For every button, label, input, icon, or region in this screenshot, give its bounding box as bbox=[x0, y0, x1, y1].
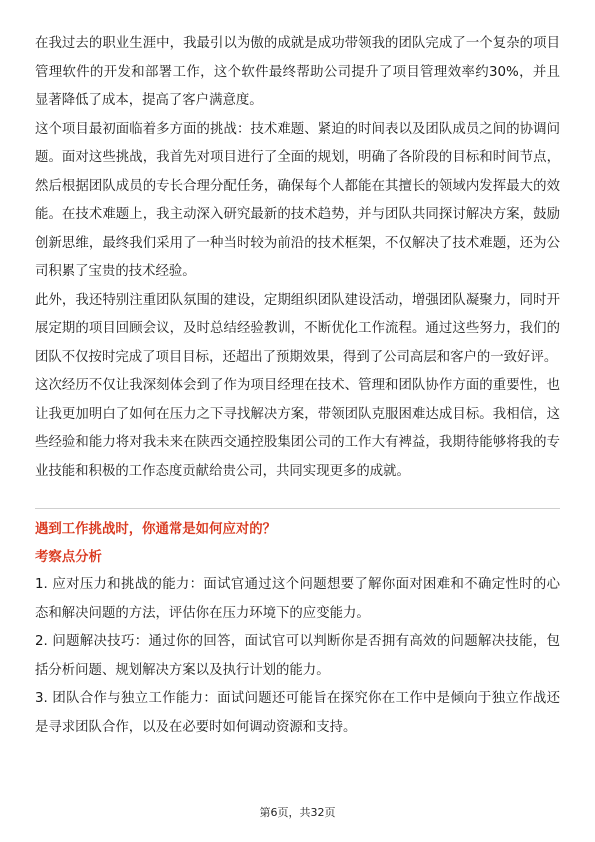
analysis-point-1: 1. 应对压力和挑战的能力：面试官通过这个问题想要了解你面对困难和不确定性时的心态和解决问题的方法，评估你在压力环境下的应变能力。 bbox=[35, 577, 560, 621]
question-title: 遇到工作挑战时，你通常是如何应对的？ bbox=[35, 522, 277, 537]
body-paragraph-4: 这次经历不仅让我深刻体会到了作为项目经理在技术、管理和团队协作方面的重要性，也让我更加明白了如何在压力之下寻找解决方案，带领团队克服困难达成目标。我相信，这些经验和能力将对我未来在陕西交通控股集团公司的工作大有裨益，我期待能够将我的专业技能和积极的工作态度贡献给贵公司，共同实现更多的成就。 bbox=[35, 378, 560, 479]
body-paragraph-2: 这个项目最初面临着多方面的挑战：技术难题、紧迫的时间表以及团队成员之间的协调问题。面对这些挑战，我首先对项目进行了全面的规划，明确了各阶段的目标和时间节点，然后根据团队成员的专长合理分配任务，确保每个人都能在其擅长的领域内发挥最大的效能。在技术难题上，我主动深入研究最新的技术趋势，并与团队共同探讨解决方案，鼓励创新思维，最终我们采用了一种当时较为前沿的技术框架，不仅解决了技术难题，还为公司积累了宝贵的技术经验。 bbox=[35, 121, 560, 279]
body-paragraph-3: 此外，我还特别注重团队氛围的建设，定期组织团队建设活动，增强团队凝聚力，同时开展定期的项目回顾会议，及时总结经验教训，不断优化工作流程。通过这些努力，我们的团队不仅按时完成了项目目标，还超出了预期效果，得到了公司高层和客户的一致好评。 bbox=[35, 292, 560, 365]
section-divider bbox=[35, 508, 560, 509]
analysis-point-2: 2. 问题解决技巧：通过你的回答，面试官可以判断你是否拥有高效的问题解决技能，包括分析问题、规划解决方案以及执行计划的能力。 bbox=[35, 634, 560, 678]
analysis-heading: 考察点分析 bbox=[35, 550, 102, 565]
page-number: 第6页，共32页 bbox=[259, 806, 336, 819]
body-paragraph-1: 在我过去的职业生涯中，我最引以为傲的成就是成功带领我的团队完成了一个复杂的项目管理软件的开发和部署工作，这个软件最终帮助公司提升了项目管理效率约30%，并且显著降低了成本，提高了客户满意度。 bbox=[35, 36, 560, 108]
page-content bbox=[35, 30, 560, 742]
analysis-point-3: 3. 团队合作与独立工作能力：面试问题还可能旨在探究你在工作中是倾向于独立作战还是寻求团队合作，以及在必要时如何调动资源和支持。 bbox=[35, 691, 560, 735]
